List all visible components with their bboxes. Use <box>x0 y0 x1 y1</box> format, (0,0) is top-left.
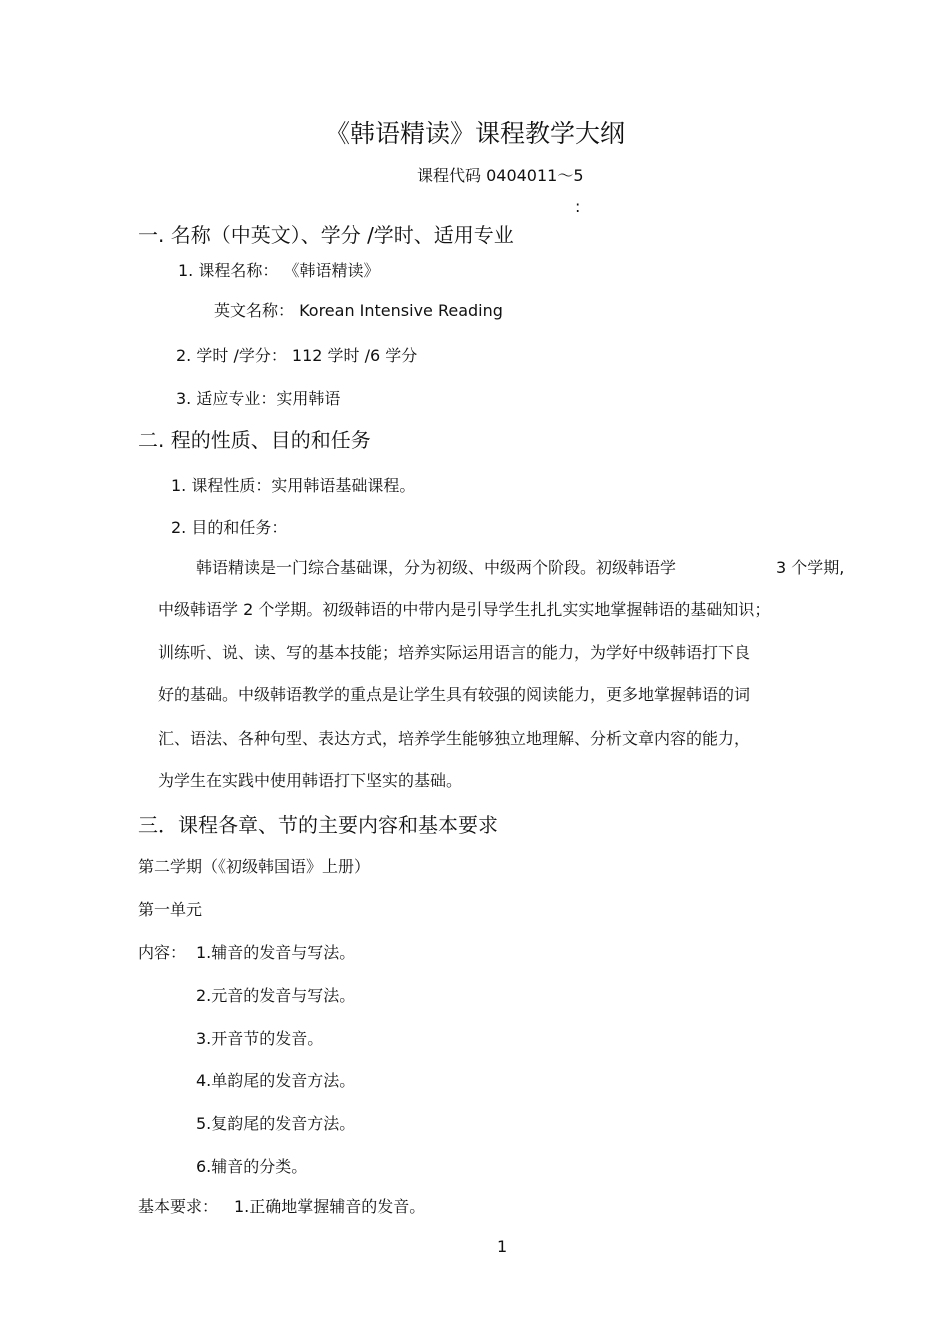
paragraph-line-1b: 3 个学期, <box>776 558 845 577</box>
content-item: 4.单韵尾的发音方法。 <box>196 1071 356 1090</box>
section1-heading: 一. 名称（中英文）、学分 /学时、适用专业 <box>138 223 514 247</box>
semester-title: 第二学期（《初级韩国语》上册） <box>138 857 371 876</box>
unit-title: 第一单元 <box>138 900 203 919</box>
requirement-label: 基本要求： <box>138 1197 219 1216</box>
paragraph-line-2: 中级韩语学 2 个学期。初级韩语的中带内是引导学生扎扎实实地掌握韩语的基础知识； <box>158 600 771 619</box>
requirement-item: 1.正确地掌握辅音的发音。 <box>234 1197 426 1216</box>
section2-item1: 1. 课程性质：实用韩语基础课程。 <box>171 476 416 495</box>
content-item: 2.元音的发音与写法。 <box>196 986 356 1005</box>
page-number: 1 <box>497 1237 508 1256</box>
content-label: 内容： <box>138 943 187 962</box>
section2-item2: 2. 目的和任务： <box>171 518 288 537</box>
section2-heading: 二. 程的性质、目的和任务 <box>138 428 371 452</box>
content-item: 5.复韵尾的发音方法。 <box>196 1114 356 1133</box>
stray-colon: : <box>575 197 581 216</box>
section1-item1: 1. 课程名称： 《韩语精读》 <box>178 261 380 280</box>
paragraph-line-4: 好的基础。中级韩语教学的重点是让学生具有较强的阅读能力，更多地掌握韩语的词 <box>158 685 751 704</box>
paragraph-line-1a: 韩语精读是一门综合基础课，分为初级、中级两个阶段。初级韩语学 <box>196 558 677 577</box>
paragraph-line-3: 训练听、说、读、写的基本技能；培养实际运用语言的能力，为学好中级韩语打下良 <box>158 643 751 662</box>
paragraph-line-5: 汇、语法、各种句型、表达方式，培养学生能够独立地理解、分析文章内容的能力， <box>158 729 751 748</box>
content-item: 6.辅音的分类。 <box>196 1157 308 1176</box>
section1-item2: 2. 学时 /学分： 112 学时 /6 学分 <box>176 346 418 365</box>
content-item: 3.开音节的发音。 <box>196 1029 324 1048</box>
section1-item1-english: 英文名称： Korean Intensive Reading <box>214 301 503 320</box>
content-item: 1.辅音的发音与写法。 <box>196 943 356 962</box>
paragraph-line-6: 为学生在实践中使用韩语打下坚实的基础。 <box>158 771 463 790</box>
document-title: 《韩语精读》课程教学大纲 <box>324 119 625 148</box>
course-code: 课程代码 0404011～5 <box>417 166 584 185</box>
section1-item3: 3. 适应专业：实用韩语 <box>176 389 341 408</box>
section3-heading: 三．课程各章、节的主要内容和基本要求 <box>138 813 498 837</box>
